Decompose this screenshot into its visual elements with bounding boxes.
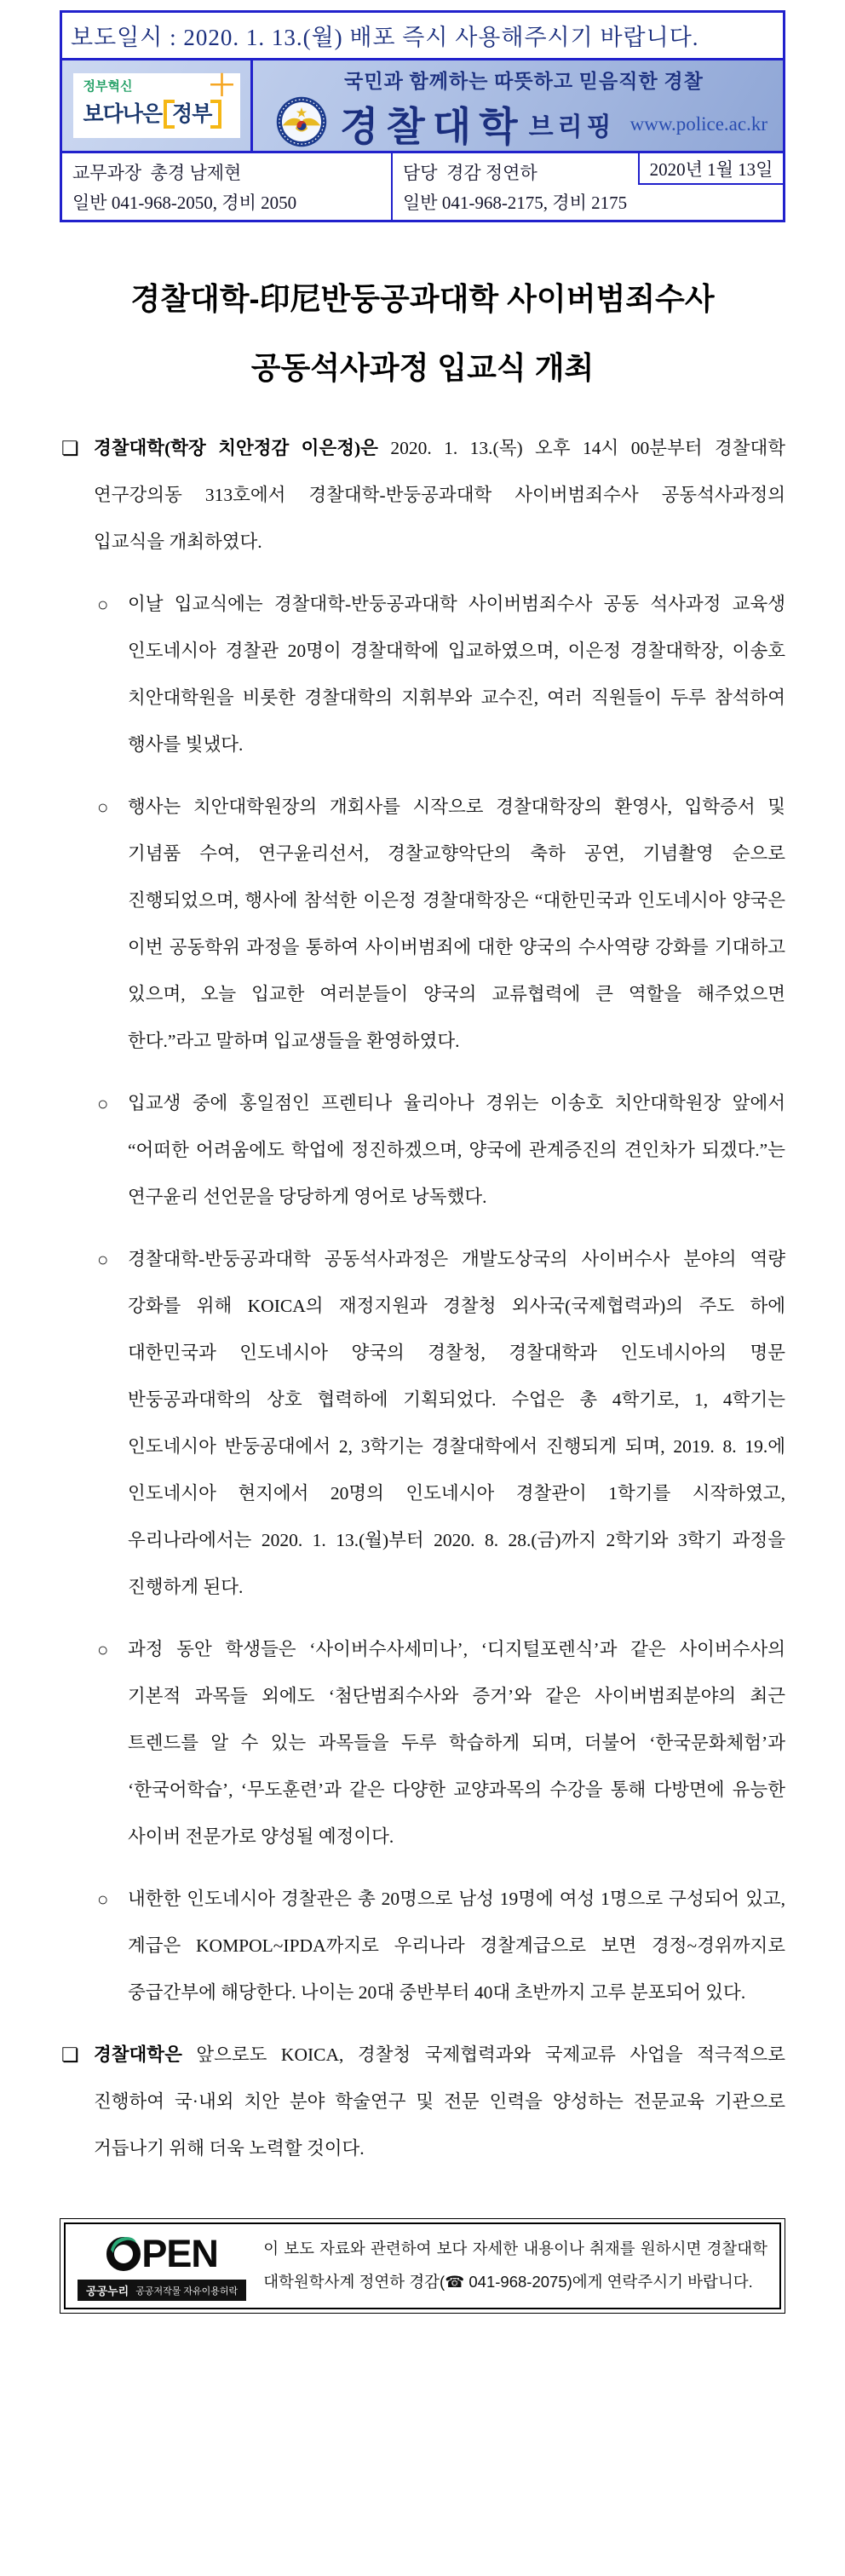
gov-logo-bracket-word: 정부 — [167, 102, 216, 126]
contact-table — [62, 151, 783, 220]
circle-bullet-icon: ○ — [97, 1889, 109, 1910]
press-release-page — [60, 0, 785, 2314]
paragraph: ○ 행사는 치안대학원장의 개회사를 시작으로 경찰대학장의 환영사, 입학증서 및 기념품 수여, 연구윤리선서, 경찰교향악단의 축하 공연, 기념촬영 순으로 진행되었으며, 행사에 참석한 이은정 경찰대학장은 “대한민국과 인도네시아 양국은 이번 공동학위 과정을 통하여 사이버범죄에 대한 양국의 수사역량 강화를 기대하고 있으며, 오늘 입교한 여러분들이 양국의 교류협력에 큰 역할을 해주었으면 한다.”라고 말하며 입교생들을 환영하였다. — [97, 784, 785, 1065]
paragraph: ❏ 경찰대학은 앞으로도 KOICA, 경찰청 국제협력과와 국제교류 사업을 적극적으로 진행하여 국·내외 치안 분야 학술연구 및 전문 인력을 양성하는 전문교육 기관으로 거듭나기 위해 더욱 노력할 것이다. — [60, 2032, 785, 2172]
banner — [62, 60, 783, 151]
footer-inner — [64, 2222, 781, 2309]
release-notice: 보도일시 : 2020. 1. 13.(월) 배포 즉시 사용해주시기 바랍니다. — [62, 13, 783, 60]
kogl-bar — [78, 2280, 246, 2301]
body-paragraphs — [60, 425, 785, 2172]
page-title-line1: 경찰대학-印尼반둥공과대학 사이버범죄수사 — [130, 281, 715, 316]
gov-logo-text: 보다나은 — [83, 101, 168, 126]
open-logo-text: PEN — [141, 2232, 218, 2275]
square-bullet-icon: ❏ — [61, 2044, 79, 2066]
paragraph: ○ 과정 동안 학생들은 ‘사이버수사세미나’, ‘디지털포렌식’과 같은 사이버수사의 기본적 과목들 외에도 ‘첨단범죄수사와 증거’와 같은 사이버범죄분야의 최근 트렌드를 알 수 있는 과목들을 두루 학습하게 되며, 더불어 ‘한국문화체험’과 ‘한국어학습’, ‘무도훈련’과 같은 다양한 교양과목의 수강을 통해 다방면에 유능한 사이버 전문가로 양성될 예정이다. — [97, 1626, 785, 1860]
footer-box — [60, 2218, 785, 2314]
police-emblem-icon — [275, 95, 328, 152]
circle-bullet-icon: ○ — [97, 594, 109, 615]
paragraph: ○ 이날 입교식에는 경찰대학-반둥공과대학 사이버범죄수사 공동 석사과정 교육생 인도네시아 경찰관 20명이 경찰대학에 입교하였으며, 이은정 경찰대학장, 이송호 치안대학원을 비롯한 경찰대학의 지휘부와 교수진, 여러 직원들이 두루 참석하여 행사를 빛냈다. — [97, 581, 785, 768]
release-date-badge: 2020년 1월 13일 — [638, 153, 783, 185]
banner-main — [253, 60, 783, 151]
contact-officer: 교무과장 총경 남제현 — [72, 162, 242, 183]
org-name: 경찰대학 — [340, 106, 526, 150]
briefing-label: 브리핑 — [528, 112, 616, 141]
paragraph: ○ 입교생 중에 홍일점인 프렌티나 율리아나 경위는 이송호 치안대학원장 앞에서 “어떠한 어려움에도 학업에 정진하겠으며, 양국에 관계증진의 견인차가 되겠다.”는 연구윤리 선언문을 당당하게 영어로 낭독했다. — [97, 1080, 785, 1221]
open-logo-word — [106, 2231, 218, 2276]
paragraph: ○ 경찰대학-반둥공과대학 공동석사과정은 개발도상국의 사이버수사 분야의 역량 강화를 위해 KOICA의 재정지원과 경찰청 외사국(국제협력과)의 주도 하에 대한민국과 인도네시아 양국의 경찰청, 경찰대학과 인도네시아의 명문 반둥공과대학의 상호 협력하에 기획되었다. 수업은 총 4학기로, 1, 4학기는 인도네시아 반둥공대에서 2, 3학기는 경찰대학에서 진행되게 되며, 2019. 8. 19.에 인도네시아 현지에서 20명의 인도네시아 경찰관이 1학기를 시작하였고, 우리나라에서는 2020. 1. 13.(월)부터 2020. 8. 28.(금)까지 2학기와 3학기 과정을 진행하게 된다. — [97, 1236, 785, 1611]
contact-phone: 일반 041-968-2050, 경비 2050 — [72, 192, 297, 213]
circle-bullet-icon: ○ — [97, 1093, 109, 1114]
plus-icon: ＋ — [207, 70, 237, 102]
square-bullet-icon: ❏ — [61, 438, 79, 459]
contact-officer: 담당 경감 정연하 — [403, 162, 537, 183]
kogl-bar-subtitle: 공공저작물 자유이용허락 — [135, 2286, 239, 2297]
brand-row — [275, 95, 773, 152]
website-link[interactable]: www.police.ac.kr — [629, 112, 767, 135]
kogl-bar-title: 공공누리 — [86, 2285, 129, 2297]
contact-cell-left — [62, 153, 393, 220]
gov-innovation-logo — [73, 70, 240, 138]
circle-bullet-icon: ○ — [97, 796, 109, 818]
contact-phone: 일반 041-968-2175, 경비 2175 — [403, 192, 628, 213]
paragraph: ❏ 경찰대학(학장 치안정감 이은정)은 2020. 1. 13.(목) 오후 14시 00분부터 경찰대학 연구강의동 313호에서 경찰대학-반둥공과대학 사이버범죄수사 공동석사과정의 입교식을 개최하였다. — [60, 425, 785, 566]
gov-logo-cell — [62, 60, 253, 151]
open-o-icon — [106, 2231, 141, 2276]
paragraph-bold-lead: 경찰대학은 — [94, 2044, 182, 2065]
page-title-line2: 공동석사과정 입교식 개최 — [250, 350, 595, 385]
paragraph-bold-lead: 경찰대학(학장 치안정감 이은정)은 — [94, 438, 378, 458]
press-header-box — [60, 10, 785, 222]
circle-bullet-icon: ○ — [97, 1639, 109, 1660]
circle-bullet-icon: ○ — [97, 1249, 109, 1270]
page-title — [60, 275, 785, 388]
gov-logo-top-label: 정부혁신 — [83, 79, 133, 94]
paragraph: ○ 내한한 인도네시아 경찰관은 총 20명으로 남성 19명에 여성 1명으로 구성되어 있고, 계급은 KOMPOL~IPDA까지로 우리나라 경찰계급으로 보면 경정~경위까지로 중급간부에 해당한다. 나이는 20대 중반부터 40대 초반까지 고루 분포되어 있다. — [97, 1876, 785, 2016]
police-slogan: 국민과 함께하는 따뜻하고 믿음직한 경찰 — [344, 71, 704, 92]
open-kogl-logo — [78, 2231, 246, 2301]
footer-contact-notice: 이 보도 자료와 관련하여 보다 자세한 내용이나 취재를 원하시면 경찰대학 대학원학사계 정연하 경감(☎ 041-968-2075)에게 연락주시기 바랍니다. — [263, 2240, 767, 2291]
